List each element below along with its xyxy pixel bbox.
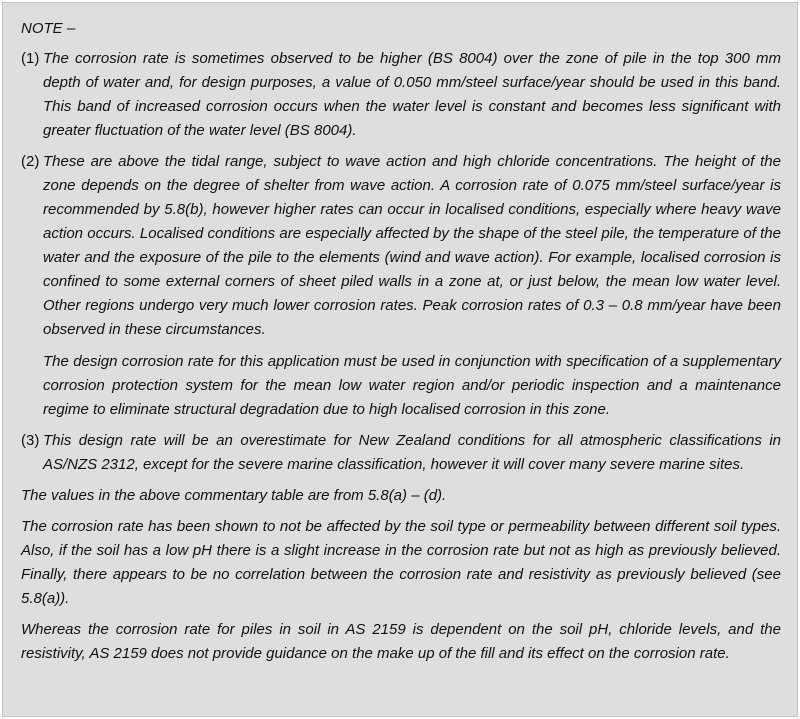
note-item-1	[21, 47, 781, 143]
note-item-number: (2)	[21, 153, 40, 170]
commentary-table-source: The values in the above commentary table are from 5.8(a) – (d).	[21, 487, 447, 504]
note-item-paragraph: These are above the tidal range, subject to wave action and high chloride concentrations. The height of the zone depends on the degree of shelter from wave action. A corrosion rate of 0.075 mm/steel surface/year is recommended by 5.8(b), however higher rates can occur in localised conditions, especially where heavy wave action occurs. Localised conditions are especially affected by the shape of the steel pile, the temperature of the water and the exposure of the pile to the elements (wind and wave action). For example, localised corrosion is confined to some external corners of sheet piled walls in a zone at, or just below, the mean low water level. Other regions undergo very much lower corrosion rates. Peak corrosion rates of 0.3 – 0.8 mm/year have been observed in these circumstances.	[43, 153, 781, 338]
note-item-number: (1)	[21, 50, 40, 67]
commentary-note-box	[2, 2, 798, 717]
note-item-paragraph: The design corrosion rate for this application must be used in conjunction with specification of a supplementary corrosion protection system for the mean low water region and/or periodic inspection and a maintenance regime to eliminate structural degradation due to high localised corrosion in this zone.	[43, 353, 781, 418]
soil-type-paragraph: The corrosion rate has been shown to not be affected by the soil type or permeability between different soil types. Also, if the soil has a low pH there is a slight increase in the corrosion rate but not as high as previously believed. Finally, there appears to be no correlation between the corrosion rate and resistivity as previously believed (see 5.8(a)).	[21, 518, 781, 607]
note-item-body	[43, 47, 781, 143]
note-item-paragraph: This design rate will be an overestimate for New Zealand conditions for all atmospheric classifications in AS/NZS 2312, except for the severe marine classification, however it will cover many severe marine sites.	[43, 432, 781, 473]
note-item-body	[43, 150, 781, 422]
note-item-number: (3)	[21, 432, 40, 449]
note-item-2	[21, 150, 781, 422]
note-title: NOTE –	[21, 20, 76, 37]
note-item-paragraph: The corrosion rate is sometimes observed to be higher (BS 8004) over the zone of pile in the top 300 mm depth of water and, for design purposes, a value of 0.050 mm/steel surface/year should be used in this band. This band of increased corrosion occurs when the water level is constant and becomes less significant with greater fluctuation of the water level (BS 8004).	[43, 50, 781, 139]
note-item-body	[43, 429, 781, 477]
note-item-3	[21, 429, 781, 477]
as2159-paragraph: Whereas the corrosion rate for piles in soil in AS 2159 is dependent on the soil pH, chloride levels, and the resistivity, AS 2159 does not provide guidance on the make up of the fill and its effect on the corrosion rate.	[21, 621, 781, 662]
